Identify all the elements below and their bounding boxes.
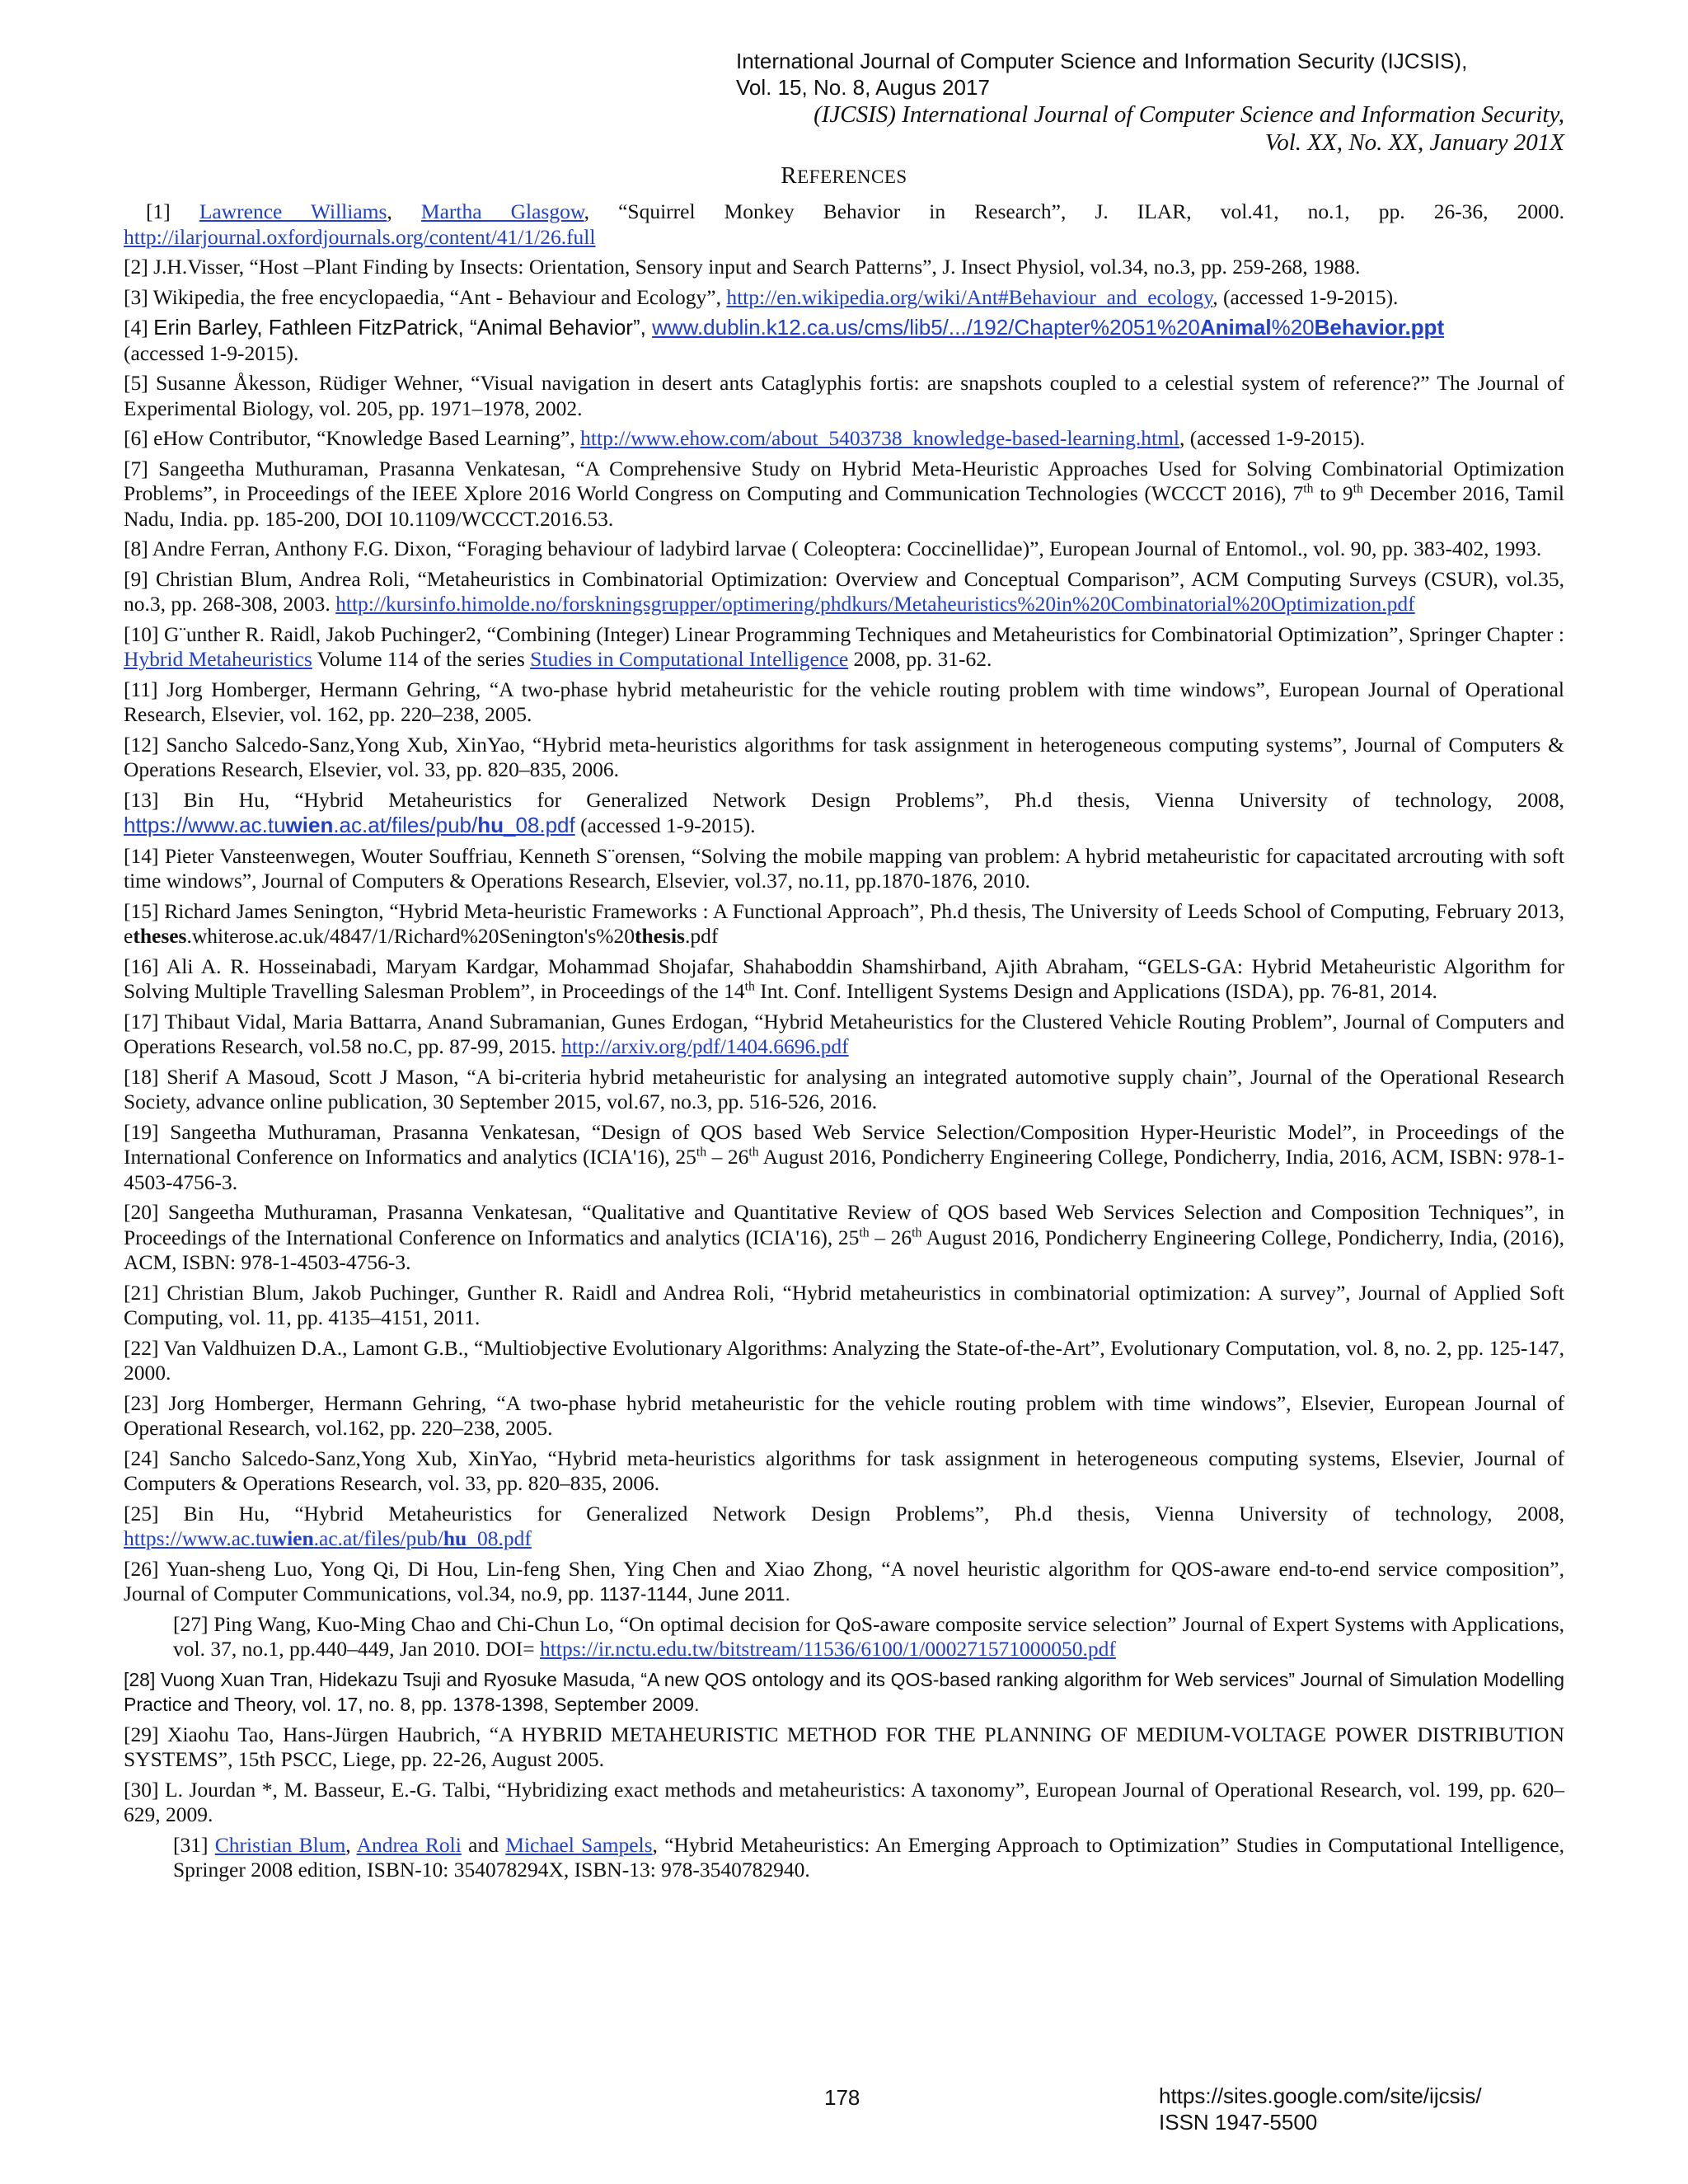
reference-2: [2] J.H.Visser, “Host –Plant Finding by Insects: Orientation, Sensory input and Search Patterns”, J. Insect Physiol, vol.34, no.3, pp. 259-268, 1988. <box>124 255 1361 279</box>
ref-text: pp. 1137-1144, June 2011. <box>568 1583 790 1605</box>
reference-21: [21] Christian Blum, Jakob Puchinger, Gunther R. Raidl and Andrea Roli, “Hybrid metaheuristics in combinatorial optimization: A survey”, Journal of Applied Soft Computing, vol. 11, pp. 4135–4151, 2011. <box>124 1280 1564 1329</box>
reference-25 <box>124 1502 1564 1552</box>
author-link[interactable]: Michael Sampels <box>505 1832 653 1857</box>
section-title-first: R <box>781 162 798 189</box>
reference-30: [30] L. Jourdan *, M. Basseur, E.-G. Talbi, “Hybridizing exact methods and metaheuristics: A taxonomy”, European Journal of Operational Research, vol. 199, pp. 620–629, 2009. <box>124 1777 1564 1826</box>
url-part: .ppt <box>1404 315 1445 340</box>
ref-number: [1] <box>146 199 171 223</box>
ref-text: , <box>345 1832 357 1857</box>
url-part: Animal <box>1199 315 1272 340</box>
ref-url-link[interactable]: http://www.ehow.com/about_5403738_knowledge-based-learning.html <box>580 426 1179 450</box>
footer-site: https://sites.google.com/site/ijcsis/ <box>1159 2083 1482 2108</box>
ref-text: [9] Christian Blum, Andrea Roli, “Metaheuristics in Combinatorial Optimization: Overview and Conceptual Comparison”, ACM Computing Surveys (CSUR), vol.35, no.3, pp. 268-308, 2003. <box>124 566 1564 616</box>
reference-26 <box>124 1557 1564 1607</box>
ref-text: .whiterose.ac.uk/4847/1/Richard%20Senington's%20 <box>186 924 635 948</box>
reference-19 <box>124 1120 1564 1196</box>
reference-22: [22] Van Valdhuizen D.A., Lamont G.B., “Multiobjective Evolutionary Algorithms: Analyzing the State-of-the-Art”, Evolutionary Computation, vol. 8, no. 2, pp. 125-147, 2000. <box>124 1335 1564 1385</box>
url-part: https://www.ac.tu <box>124 813 286 837</box>
page-number: 178 <box>824 2085 860 2110</box>
ref-text: and <box>461 1832 506 1857</box>
reference-9 <box>124 567 1564 617</box>
footer-issn: ISSN 1947-5500 <box>1159 2110 1318 2135</box>
url-part: _08.pdf <box>467 1526 532 1550</box>
ref-text: December 2016, Tamil Nadu, India. pp. 185-200, DOI 10.1109/WCCCT.2016.53. <box>124 481 1564 531</box>
ref-text: [25] Bin Hu, “Hybrid Metaheuristics for Generalized Network Design Problems”, Ph.d thesis, Vienna University of technology, 2008, <box>124 1501 1564 1526</box>
ref-text: – 26 <box>706 1145 749 1169</box>
ref-text: , (accessed 1-9-2015). <box>1212 284 1399 309</box>
ref-url-link[interactable] <box>652 315 1444 340</box>
reference-17 <box>124 1010 1564 1060</box>
section-title-references <box>0 162 1688 190</box>
ref-text: August 2016, Pondicherry Engineering College, Pondicherry, India, (2016), ACM, ISBN: 978-1-4503-4756-3. <box>124 1225 1564 1274</box>
reference-12: [12] Sancho Salcedo-Sanz,Yong Xub, XinYao, “Hybrid meta-heuristics algorithms for task assignment in heterogeneous computing systems”, Journal of Computers & Operations Research, Elsevier, vol. 33, pp. 820–835, 2006. <box>124 732 1564 781</box>
ref-text: August 2016, Pondicherry Engineering College, Pondicherry, India, 2016, ACM, ISBN: 978-1-4503-4756-3. <box>124 1145 1564 1194</box>
ref-sup: th <box>1353 481 1363 496</box>
url-part: wien <box>271 1526 314 1550</box>
ref-text: [17] Thibaut Vidal, Maria Battarra, Anand Subramanian, Gunes Erdogan, “Hybrid Metaheuristics for the Clustered Vehicle Routing Problem”, Journal of Computers and Operations Research, vol.58 no.C, pp. 87-99, 2015. <box>124 1009 1564 1058</box>
reference-8: [8] Andre Ferran, Anthony F.G. Dixon, “Foraging behaviour of ladybird larvae ( Coleoptera: Coccinellidae)”, European Journal of Entomol., vol. 90, pp. 383-402, 1993. <box>124 537 1542 560</box>
ref-url-link[interactable]: http://en.wikipedia.org/wiki/Ant#Behaviour_and_ecology <box>726 284 1213 309</box>
ref-url-link[interactable]: http://kursinfo.himolde.no/forskningsgrupper/optimering/phdkurs/Metaheuristics%20in%20Combinatorial%20Optimization.pdf <box>335 592 1415 616</box>
ref-url-link[interactable]: http://arxiv.org/pdf/1404.6696.pdf <box>561 1034 849 1058</box>
ref-text: Erin Barley, Fathleen FitzPatrick, “Animal Behavior”, <box>153 315 653 340</box>
reference-23: [23] Jorg Homberger, Hermann Gehring, “A two-phase hybrid metaheuristic for the vehicle routing problem with time windows”, Elsevier, European Journal of Operational Research, vol.162, pp. 220–238, 2005. <box>124 1390 1564 1440</box>
reference-11: [11] Jorg Homberger, Hermann Gehring, “A two-phase hybrid metaheuristic for the vehicle routing problem with time windows”, European Journal of Operational Research, Elsevier, vol. 162, pp. 220–238, 2005. <box>124 677 1564 726</box>
reference-27 <box>124 1612 1564 1662</box>
ref-text: [13] Bin Hu, “Hybrid Metaheuristics for Generalized Network Design Problems”, Ph.d thesis, Vienna University of technology, 2008, <box>124 787 1564 812</box>
url-part: hu <box>477 813 504 837</box>
reference-18: [18] Sherif A Masoud, Scott J Mason, “A bi-criteria hybrid metaheuristic for analysing an integrated automotive supply chain”, Journal of the Operational Research Society, advance online publication, 30 September 2015, vol.67, no.3, pp. 516-526, 2016. <box>124 1064 1564 1113</box>
ref-link[interactable]: Hybrid Metaheuristics <box>124 647 312 671</box>
ref-text: [27] Ping Wang, Kuo-Ming Chao and Chi-Chun Lo, “On optimal decision for QoS-aware composite service selection” Journal of Expert Systems with Applications, vol. 37, no.1, pp.440–449, Jan 2010. DOI= <box>173 1611 1564 1661</box>
author-link[interactable]: Christian Blum <box>214 1832 346 1857</box>
reference-15 <box>124 899 1564 949</box>
author-link[interactable]: Martha Glasgow <box>420 199 584 223</box>
ref-text: , “Hybrid Metaheuristics: An Emerging Approach to Optimization” Studies in Computational Intelligence, Springer 2008 edition, ISBN-10: 354078294X, ISBN-13: 978-3540782940. <box>173 1832 1564 1882</box>
ref-text: [20] Sangeetha Muthuraman, Prasanna Venkatesan, “Qualitative and Quantitative Review of QOS based Web Services Selection and Composition Techniques”, in Proceedings of the International Conference on Informatics and analytics (ICIA'16), 25 <box>124 1200 1564 1249</box>
ref-text: .pdf <box>684 924 719 948</box>
ref-text: (accessed 1-9-2015). <box>124 340 299 365</box>
ref-text: , (accessed 1-9-2015). <box>1179 426 1366 450</box>
ref-sup: th <box>696 1145 707 1160</box>
author-link[interactable]: Andrea Roli <box>356 1832 462 1857</box>
ref-text: [10] G¨unther R. Raidl, Jakob Puchinger2, “Combining (Integer) Linear Programming Techniques and Metaheuristics for Combinatorial Optimization”, Springer Chapter : <box>124 621 1564 646</box>
url-part: hu <box>443 1526 467 1550</box>
reference-7 <box>124 457 1564 532</box>
ref-text: 2008, pp. 31-62. <box>848 647 992 671</box>
footer-info <box>1159 2083 1482 2135</box>
ref-bold: theses <box>133 924 187 948</box>
url-part: _08.pdf <box>503 813 575 837</box>
url-part: wien <box>285 813 334 837</box>
url-part: .ac.at/files/pub/ <box>313 1526 443 1550</box>
reference-10 <box>124 622 1564 673</box>
ref-text: (accessed 1-9-2015). <box>574 813 756 837</box>
ref-sup: th <box>1303 481 1314 496</box>
ref-text: [19] Sangeetha Muthuraman, Prasanna Venkatesan, “Design of QOS based Web Service Selection/Composition Hyper-Heuristic Model”, in Proceedings of the International Conference on Informatics and analytics (ICIA'16), 25 <box>124 1119 1564 1169</box>
ref-text: [6] eHow Contributor, “Knowledge Based Learning”, <box>124 426 581 450</box>
reference-20 <box>124 1200 1564 1276</box>
ref-sup: th <box>859 1226 870 1240</box>
ref-sup: th <box>748 1145 759 1160</box>
journal-header-line1: International Journal of Computer Science and Information Security (IJCSIS), <box>736 49 1468 73</box>
ref-text: [3] Wikipedia, the free encyclopaedia, “Ant - Behaviour and Ecology”, <box>124 284 727 309</box>
ref-number: [31] <box>173 1832 215 1857</box>
url-part: .ac.at/files/pub/ <box>333 813 478 837</box>
ref-sup: th <box>912 1226 922 1240</box>
ref-text: [15] Richard James Senington, “Hybrid Meta-heuristic Frameworks : A Functional Approach”, Ph.d thesis, The University of Leeds School of Computing, February 2013, e <box>124 898 1564 948</box>
journal-header-line2: Vol. 15, No. 8, Augus 2017 <box>736 75 990 100</box>
reference-4 <box>124 315 1564 366</box>
ref-text: [16] Ali A. R. Hosseinabadi, Maryam Kardgar, Mohammad Shojafar, Shahaboddin Shamshirband, Ajith Abraham, “GELS-GA: Hybrid Metaheuristic Algorithm for Solving Multiple Travelling Salesman Problem”, in Proceedings of the 14 <box>124 954 1564 1003</box>
ref-link[interactable]: Studies in Computational Intelligence <box>530 647 849 671</box>
reference-28: [28] Vuong Xuan Tran, Hidekazu Tsuji and Ryosuke Masuda, “A new QOS ontology and its QOS-based ranking algorithm for Web services” Journal of Simulation Modelling Practice and Theory, vol. 17, no. 8, pp. 1378-1398, September 2009. <box>124 1668 1564 1715</box>
ref-text: , <box>387 199 421 223</box>
ref-text: Int. Conf. Intelligent Systems Design and Applications (ISDA), pp. 76-81, 2014. <box>754 979 1437 1003</box>
reference-14: [14] Pieter Vansteenwegen, Wouter Souffriau, Kenneth S¨orensen, “Solving the mobile mapping van problem: A hybrid metaheuristic for capacitated arcrouting with soft time windows”, Journal of Computers & Operations Research, Elsevier, vol.37, no.11, pp.1870-1876, 2010. <box>124 843 1564 893</box>
ref-text: to 9 <box>1313 481 1353 505</box>
reference-3 <box>124 285 1564 311</box>
ref-number: [4] <box>124 316 154 340</box>
ref-text: , “Squirrel Monkey Behavior in Research”, J. ILAR, vol.41, no.1, pp. 26-36, 2000. <box>584 199 1565 223</box>
ref-url-link[interactable] <box>124 1526 532 1550</box>
journal-header-italic2: Vol. XX, No. XX, January 201X <box>1264 129 1564 156</box>
url-part: www.dublin.k12.ca.us/cms/lib5/.../192/Chapter%2051%20 <box>652 315 1200 340</box>
reference-1 <box>124 199 1564 250</box>
reference-5: [5] Susanne Åkesson, Rüdiger Wehner, “Visual navigation in desert ants Cataglyphis fortis: are snapshots coupled to a celestial system of reference?” The Journal of Experimental Biology, vol. 205, pp. 1971–1978, 2002. <box>124 371 1564 420</box>
reference-13 <box>124 788 1564 839</box>
ref-url-link[interactable]: https://ir.nctu.edu.tw/bitstream/11536/6100/1/000271571000050.pdf <box>540 1637 1116 1661</box>
reference-24: [24] Sancho Salcedo-Sanz,Yong Xub, XinYao, “Hybrid meta-heuristics algorithms for task assignment in heterogeneous computing systems, Elsevier, Journal of Computers & Operations Research, vol. 33, pp. 820–835, 2006. <box>124 1446 1564 1495</box>
ref-text: [7] Sangeetha Muthuraman, Prasanna Venkatesan, “A Comprehensive Study on Hybrid Meta-Heuristic Approaches Used for Solving Combinatorial Optimization Problems”, in Proceedings of the IEEE Xplore 2016 World Congress on Computing and Communication Technologies (WCCCT 2016), 7 <box>124 456 1564 505</box>
ref-text: Volume 114 of the series <box>312 647 531 671</box>
url-part: %20 <box>1271 315 1315 340</box>
ref-text: – 26 <box>869 1225 912 1249</box>
reference-16 <box>124 954 1564 1005</box>
ref-sup: th <box>744 979 755 994</box>
ref-url-link[interactable] <box>124 813 575 837</box>
ref-url-link[interactable]: http://ilarjournal.oxfordjournals.org/content/41/1/26.full <box>124 224 596 249</box>
ref-bold: thesis <box>635 924 685 948</box>
reference-31 <box>124 1833 1564 1883</box>
url-part: Behavior <box>1314 315 1405 340</box>
section-title-rest: EFERENCES <box>797 166 907 187</box>
ref-text: [26] Yuan-sheng Luo, Yong Qi, Di Hou, Lin-feng Shen, Ying Chen and Xiao Zhong, “A novel heuristic algorithm for QOS-aware end-to-end service composition”, Journal of Computer Communications, vol.34, no.9, <box>124 1556 1564 1605</box>
reference-6 <box>124 426 1564 452</box>
journal-header-italic1: (IJCSIS) International Journal of Computer Science and Information Security, <box>814 101 1564 128</box>
author-link[interactable]: Lawrence Williams <box>199 199 387 223</box>
reference-29: [29] Xiaohu Tao, Hans-Jürgen Haubrich, “A HYBRID METAHEURISTIC METHOD FOR THE PLANNING OF MEDIUM-VOLTAGE POWER DISTRIBUTION SYSTEMS”, 15th PSCC, Liege, pp. 22-26, August 2005. <box>124 1722 1564 1771</box>
reference-list <box>124 199 1564 1888</box>
url-part: https://www.ac.tu <box>124 1526 272 1550</box>
